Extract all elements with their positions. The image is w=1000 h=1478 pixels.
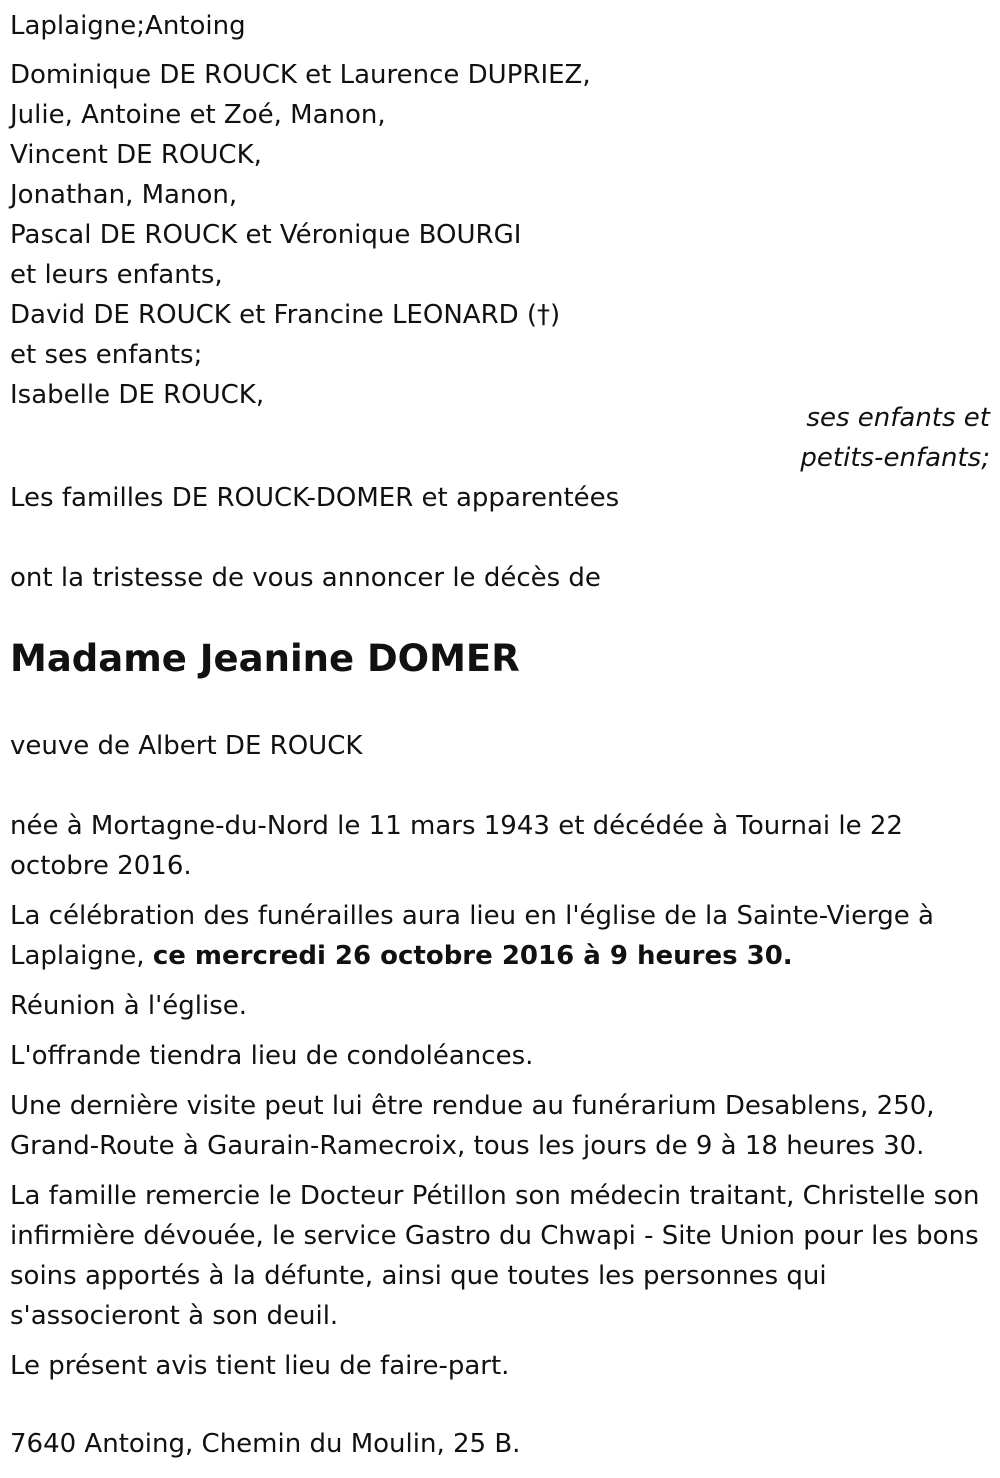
- family-line: Isabelle DE ROUCK,: [10, 380, 265, 410]
- family-line: et leurs enfants,: [10, 260, 223, 290]
- family-line: Dominique DE ROUCK et Laurence DUPRIEZ,: [10, 60, 591, 90]
- offering-text: L'offrande tiendra lieu de condoléances.: [10, 1041, 534, 1071]
- funeral-paragraph: [10, 896, 970, 976]
- family-line: Pascal DE ROUCK et Véronique BOURGI: [10, 220, 522, 250]
- family-list: [10, 55, 990, 415]
- funeral-date: ce mercredi 26 octobre 2016 à 9 heures 30.: [152, 941, 793, 971]
- main-body: [10, 806, 990, 1386]
- notice-text: Le présent avis tient lieu de faire-part.: [10, 1351, 510, 1381]
- relation-line: ses enfants et: [806, 403, 990, 433]
- address-text: 7640 Antoing, Chemin du Moulin, 25 B.: [10, 1429, 521, 1459]
- family-line: et ses enfants;: [10, 340, 203, 370]
- widow-of-text: veuve de Albert DE ROUCK: [10, 731, 363, 761]
- deceased-name: Madame Jeanine DOMER: [10, 637, 520, 680]
- families-line: Les familles DE ROUCK-DOMER et apparentées: [10, 483, 620, 513]
- family-line: Jonathan, Manon,: [10, 180, 238, 210]
- family-line: Julie, Antoine et Zoé, Manon,: [10, 100, 386, 130]
- visit-text: Une dernière visite peut lui être rendue au funérarium Desablens, 250, Grand-Route à Gaurain-Ramecroix, tous les jours de 9 à 18 heures 30.: [10, 1091, 935, 1161]
- relation-line: petits-enfants;: [800, 443, 990, 473]
- meeting-text: Réunion à l'église.: [10, 991, 248, 1021]
- funeral-text: La célébration des funérailles aura lieu en l'église de la Sainte-Vierge à Laplaigne,: [10, 901, 934, 971]
- family-line: David DE ROUCK et Francine LEONARD (†): [10, 300, 561, 330]
- location-header: Laplaigne;Antoing: [10, 11, 246, 41]
- family-line: Vincent DE ROUCK,: [10, 140, 262, 170]
- thanks-text: La famille remercie le Docteur Pétillon son médecin traitant, Christelle son infirmière dévouée, le service Gastro du Chwapi - Site Union pour les bons soins apportés à la défunte, ainsi que toutes les personnes qui s'associeront à son deuil.: [10, 1181, 980, 1331]
- announcement-text: ont la tristesse de vous annoncer le décès de: [10, 563, 601, 593]
- relation-block: [10, 398, 990, 478]
- birth-death-text: née à Mortagne-du-Nord le 11 mars 1943 et décédée à Tournai le 22 octobre 2016.: [10, 811, 903, 881]
